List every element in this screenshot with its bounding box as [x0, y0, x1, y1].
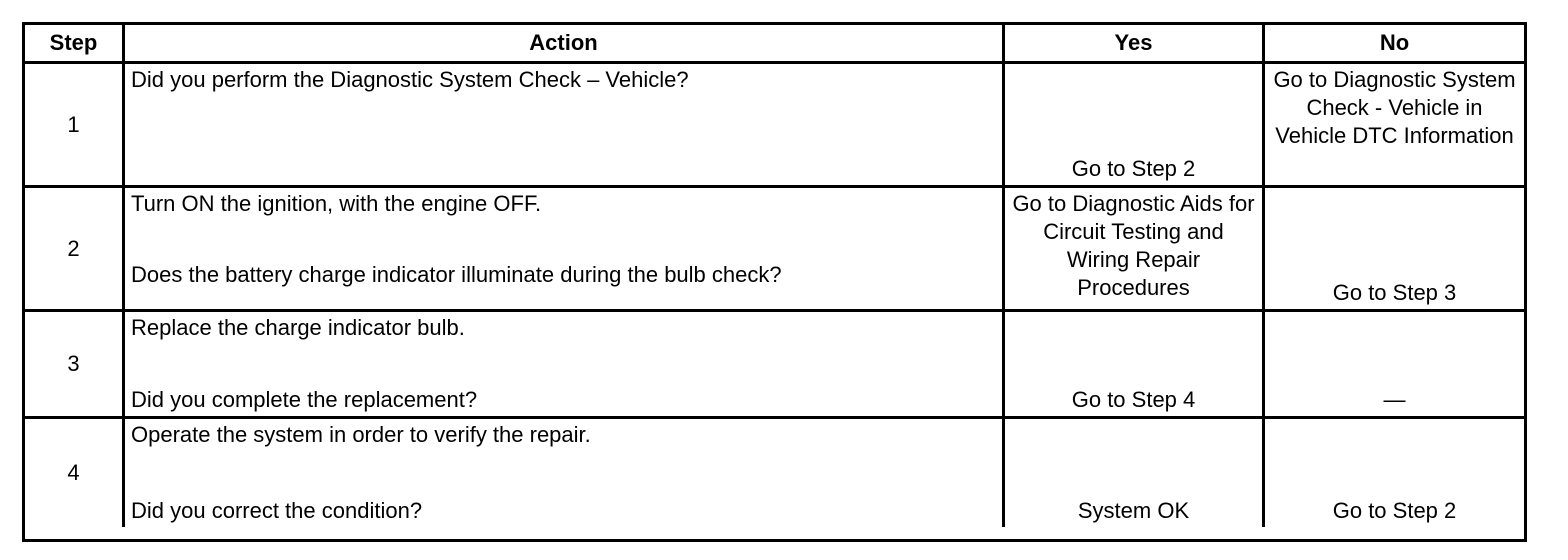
yes-cell — [1005, 419, 1265, 527]
action-question: Did you perform the Diagnostic System Check – Vehicle? — [131, 67, 689, 92]
action-instruction: Turn ON the ignition, with the engine OFF. — [131, 191, 542, 216]
action-cell — [125, 419, 1005, 527]
yes-cell — [1005, 64, 1265, 188]
header-yes: Yes — [1005, 25, 1265, 64]
no-result: Go to Diagnostic System Check - Vehicle in Vehicle DTC Information — [1273, 67, 1516, 148]
no-cell — [1265, 312, 1524, 419]
step-number: 1 — [25, 64, 125, 188]
action-cell — [125, 312, 1005, 419]
no-cell — [1265, 64, 1524, 188]
no-result: — — [1383, 387, 1406, 412]
no-cell — [1265, 188, 1524, 312]
action-question: Did you complete the replacement? — [131, 387, 478, 412]
yes-result: Go to Step 4 — [1071, 387, 1196, 412]
header-step: Step — [25, 25, 125, 64]
yes-result: System OK — [1077, 498, 1190, 523]
action-cell — [125, 188, 1005, 312]
yes-cell — [1005, 312, 1265, 419]
step-number: 3 — [25, 312, 125, 419]
header-action: Action — [125, 25, 1005, 64]
no-result: Go to Step 2 — [1332, 498, 1457, 523]
action-question: Did you correct the condition? — [131, 498, 423, 523]
header-no: No — [1265, 25, 1524, 64]
step-number: 2 — [25, 188, 125, 312]
no-result: Go to Step 3 — [1332, 280, 1457, 305]
action-cell — [125, 64, 1005, 188]
yes-result: Go to Step 2 — [1071, 156, 1196, 181]
diagnostic-table — [22, 22, 1527, 542]
action-instruction: Operate the system in order to verify the repair. — [131, 422, 591, 447]
yes-cell — [1005, 188, 1265, 312]
no-cell — [1265, 419, 1524, 527]
action-question: Does the battery charge indicator illuminate during the bulb check? — [131, 262, 782, 287]
step-number: 4 — [25, 419, 125, 527]
action-instruction: Replace the charge indicator bulb. — [131, 315, 465, 340]
yes-result: Go to Diagnostic Aids for Circuit Testing and Wiring Repair Procedures — [1012, 191, 1255, 300]
